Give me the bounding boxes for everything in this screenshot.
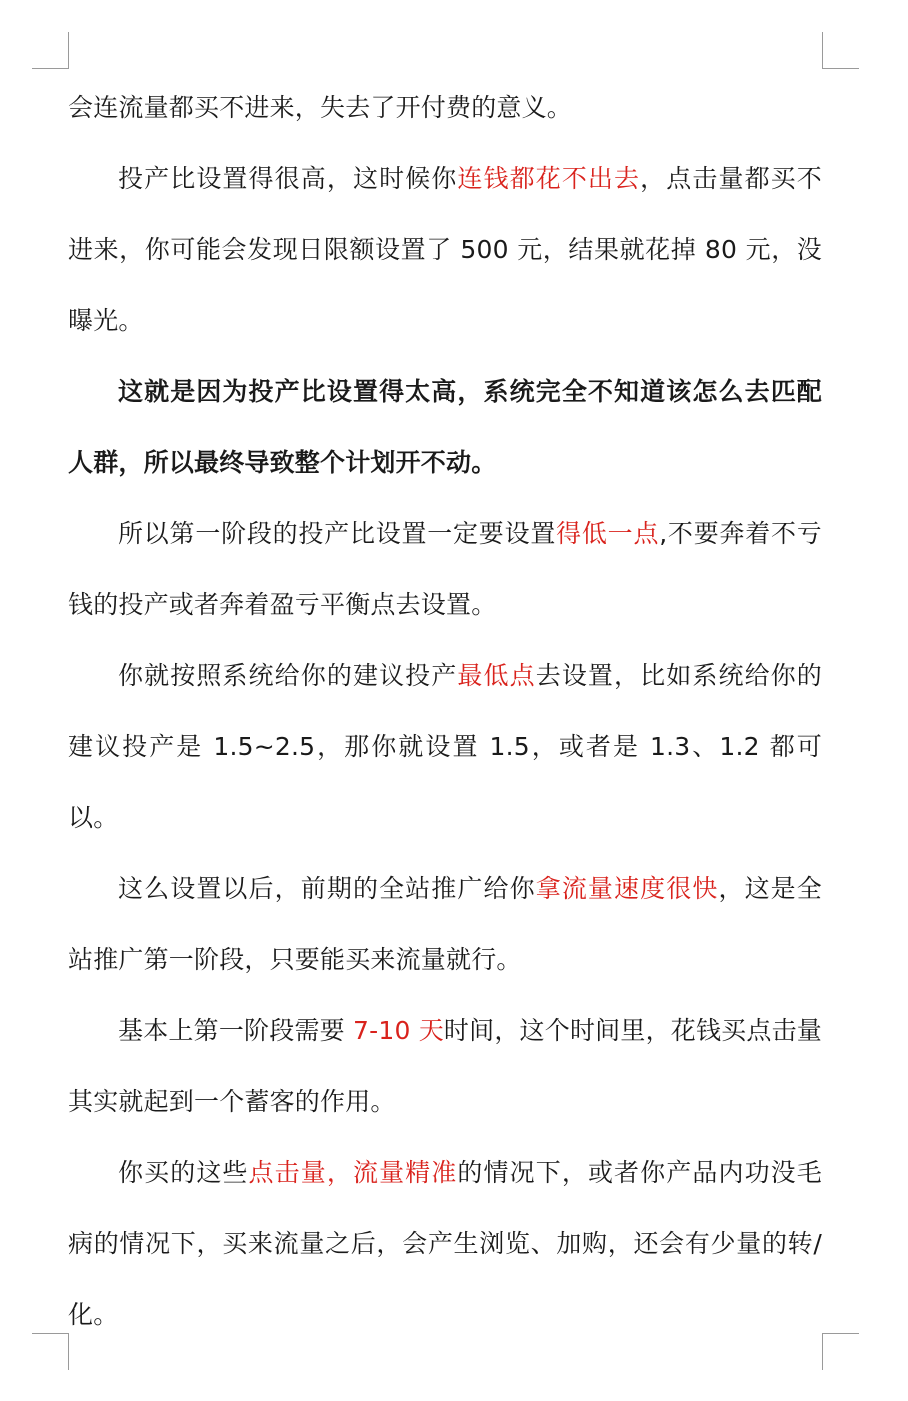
text-segment: 所以第一阶段的投产比设置一定要设置	[118, 519, 557, 548]
crop-mark-top-right	[822, 32, 859, 69]
paragraph	[68, 640, 822, 853]
highlighted-text: 拿流量速度很快	[535, 874, 719, 903]
paragraph	[68, 143, 822, 356]
text-segment: ,不要奔着不亏钱的投产或者奔着盈亏平衡点去设置。	[68, 519, 822, 619]
text-segment: ，点击量都买不进来，你可能会发现日限额设置了 500 元，结果就花掉 80 元，没曝光。	[68, 164, 822, 335]
text-segment: 这就是因为投产比设置得太高，系统完全不知道该怎么去匹配人群，所以最终导致整个计划开不动。	[68, 377, 822, 477]
text-segment: ，这是全站推广第一阶段，只要能买来流量就行。	[68, 874, 822, 974]
highlighted-text: 得低一点	[556, 519, 660, 548]
text-segment: 去设置，比如系统给你的建议投产是 1.5~2.5，那你就设置 1.5，或者是 1.3、1.2 都可以。	[68, 661, 822, 832]
paragraph	[68, 853, 822, 995]
document-body	[68, 72, 822, 1350]
highlighted-text: 点击量，流量精准	[248, 1158, 458, 1187]
paragraph-bold	[68, 356, 822, 498]
crop-mark-bottom-left	[32, 1333, 69, 1370]
highlighted-text: 7-10 天	[353, 1016, 444, 1045]
text-segment: 会连流量都买不进来，失去了开付费的意义。	[68, 93, 573, 122]
paragraph	[68, 995, 822, 1137]
text-segment: 时间，这个时间里，花钱买点击量其实就起到一个蓄客的作用。	[68, 1016, 822, 1116]
paragraph	[68, 1137, 822, 1350]
highlighted-text: 连钱都花不出去	[457, 164, 641, 193]
crop-mark-bottom-right	[822, 1333, 859, 1370]
highlighted-text: 最低点	[457, 661, 536, 690]
text-segment: 你买的这些	[118, 1158, 249, 1187]
text-segment: 投产比设置得很高，这时候你	[118, 164, 458, 193]
paragraph	[68, 72, 822, 143]
paragraph	[68, 498, 822, 640]
crop-mark-top-left	[32, 32, 69, 69]
text-segment: 这么设置以后，前期的全站推广给你	[118, 874, 536, 903]
text-segment: 你就按照系统给你的建议投产	[118, 661, 458, 690]
text-segment: 的情况下，或者你产品内功没毛病的情况下，买来流量之后，会产生浏览、加购，还会有少量的转/化。	[68, 1158, 822, 1329]
text-segment: 基本上第一阶段需要	[118, 1016, 354, 1045]
